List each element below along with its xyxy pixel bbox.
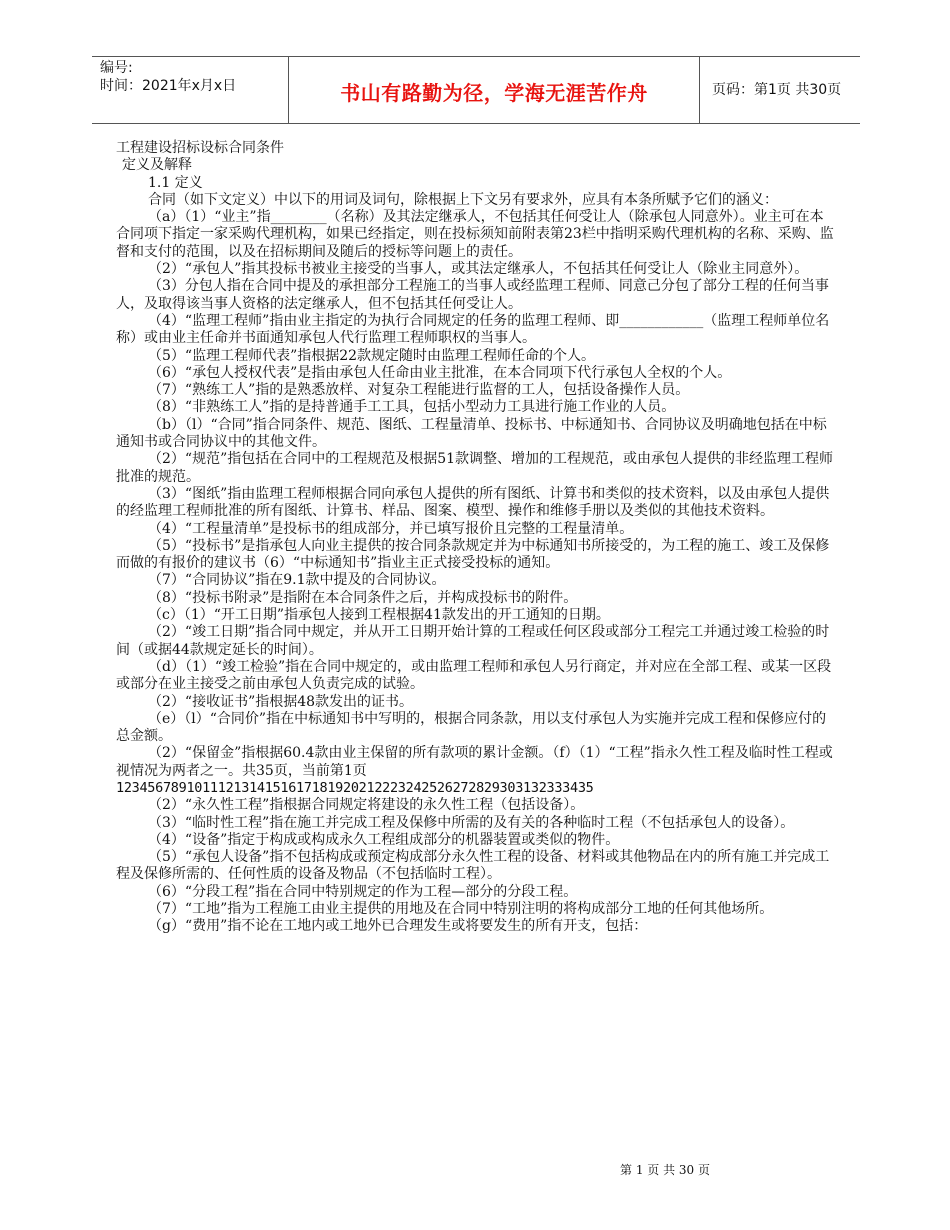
page-footer	[0, 1161, 950, 1178]
paragraph: （b）（l）“合同”指合同条件、规范、图纸、工程量清单、投标书、中标通知书、合同协议及明确地包括在中标通知书或合同协议中的其他文件。	[116, 416, 827, 451]
document-body	[116, 140, 834, 936]
subsection-heading: 1.1 定义	[148, 174, 203, 191]
document-title: 工程建设招标设标合同条件	[116, 140, 284, 156]
number-label: 编号:	[100, 60, 133, 76]
paragraph: （2）“竣工日期”指合同中规定，并从开工日期开始计算的工程或任何区段或部分工程完工并通过竣工检验的时间（或据44款规定延长的时间）。	[116, 624, 830, 658]
paragraph: （2）“规范”指包括在合同中的工程规范及根据51款调整、增加的工程规范，或由承包人提供的非经监理工程师批准的规范。	[116, 451, 834, 485]
paragraph: （6）“承包人授权代表”是指由承包人任命由业主批准，在本合同项下代行承包人全权的个人。	[148, 364, 732, 381]
paragraph: （g）“费用”指不论在工地内或工地外已合理发生或将要发生的所有开支，包括：	[148, 918, 648, 935]
paragraph: （8）“非熟练工人”指的是持普通手工工具，包括小型动力工具进行施工作业的人员。	[148, 399, 676, 416]
paragraph: 合同（如下文定义）中以下的用词及词句，除根据上下文另有要求外，应具有本条所赋予它们的涵义：	[148, 191, 778, 208]
paragraph: （d）（1）“竣工检验”指在合同中规定的，或由监理工程师和承包人另行商定，并对应在全部工程、或某一区段或部分在业主接受之前由承包人负责完成的试验。	[116, 658, 832, 693]
paragraph: （2）“接收证书”指根据48款发出的证书。	[148, 693, 414, 710]
paragraph: （7）“工地”指为工程施工由业主提供的用地及在合同中特别注明的将构成部分工地的任何其他场所。	[148, 901, 774, 918]
paragraph: （6）“分段工程”指在合同中特别规定的作为工程—部分的分段工程。	[148, 883, 578, 900]
paragraph: （4）“监理工程师”指由业主指定的为执行合同规定的任务的监理工程师、即____________（监理工程师单位名称）或由业主任命并书面通知承包人代行监理工程师职权的当事人。	[116, 312, 830, 347]
header-middle-cell	[288, 57, 700, 123]
footer-page-number: 第 1 页 共 30 页	[620, 1163, 710, 1177]
paragraph: （a）（1）“业主”指________（名称）及其法定继承人，不包括其任何受让人（除承包人同意外）。业主可在本合同项下指定一家采购代理机构，如果已经指定，则在投标须知前附表第23栏中指明采购代理机构的名称、采购、监督和支付的范围，以及在招标期间及随后的授标等问题上的责任。	[116, 209, 834, 260]
paragraph: （7）“熟练工人”指的是熟悉放样、对复杂工程能进行监督的工人，包括设备操作人员。	[148, 382, 690, 399]
paragraph: （5）“承包人设备”指不包括构成或预定构成部分永久性工程的设备、材料或其他物品在内的所有施工并完成工程及保修所需的、任何性质的设备及物品（不包括临时工程）。	[116, 849, 830, 883]
paragraph: （e）（l）“合同价”指在中标通知书中写明的，根据合同条款，用以支付承包人为实施并完成工程和保修应付的总金额。	[116, 710, 827, 745]
page-header	[92, 56, 860, 124]
paragraph: （5）“投标书”是指承包人向业主提供的按合同条款规定并为中标通知书所接受的，为工程的施工、竣工及保修而做的有报价的建议书（6）“中标通知书”指业主正式接受投标的通知。	[116, 537, 830, 572]
paragraph: （4）“工程量清单”是投标书的组成部分，并已填写报价且完整的工程量清单。	[148, 520, 634, 537]
paragraph: （3）“临时性工程”指在施工并完成工程及保修中所需的及有关的各种临时工程（不包括承包人的设备）。	[148, 814, 795, 831]
line-number-strip: 1234567891011121314151617181920212223242526272829303132333435	[116, 779, 594, 796]
paragraph: （7）“合同协议”指在9.1款中提及的合同协议。	[148, 572, 446, 589]
paragraph: （3）分包人指在合同中提及的承担部分工程施工的当事人或经监理工程师、同意己分包了部分工程的任何当事人，及取得该当事人资格的法定继承人，但不包括其任何受让人。	[116, 278, 829, 312]
paragraph: （5）“监理工程师代表”指根据22款规定随时由监理工程师任命的个人。	[148, 347, 596, 364]
motto: 书山有路勤为径，学海无涯苦作舟	[340, 81, 648, 105]
paragraph: （2）“保留金”指根据60.4款由业主保留的所有款项的累计金额。（f）（1）“工程”指永久性工程及临时性工程或视情况为两者之一。共35页，当前第1页	[116, 745, 833, 779]
paragraph: （2）“永久性工程”指根据合同规定将建设的永久性工程（包括设备）。	[148, 797, 585, 814]
paragraph: （c）（1）“开工日期”指承包人接到工程根据41款发出的开工通知的日期。	[148, 607, 610, 624]
paragraph: （8）“投标书附录”是指附在本合同条件之后，并构成投标书的附件。	[148, 589, 578, 606]
page-info: 页码：第1页 共30页	[712, 82, 842, 98]
paragraph: （3）“图纸”指由监理工程师根据合同向承包人提供的所有图纸、计算书和类似的技术资料，以及由承包人提供的经监理工程师批准的所有图纸、计算书、样品、图案、模型、操作和维修手册以及类似的其他技术资料。	[116, 485, 830, 520]
paragraph: （2）“承包人”指其投标书被业主接受的当事人，或其法定继承人，不包括其任何受让人（除业主同意外）。	[148, 261, 809, 278]
section-heading: 定义及解释	[122, 157, 192, 174]
time-label: 时间：2021年x月x日	[100, 78, 237, 94]
header-left-cell	[100, 59, 284, 95]
paragraph: （4）“设备”指定于构成或构成永久工程组成部分的机器装置或类似的物件。	[148, 831, 620, 848]
